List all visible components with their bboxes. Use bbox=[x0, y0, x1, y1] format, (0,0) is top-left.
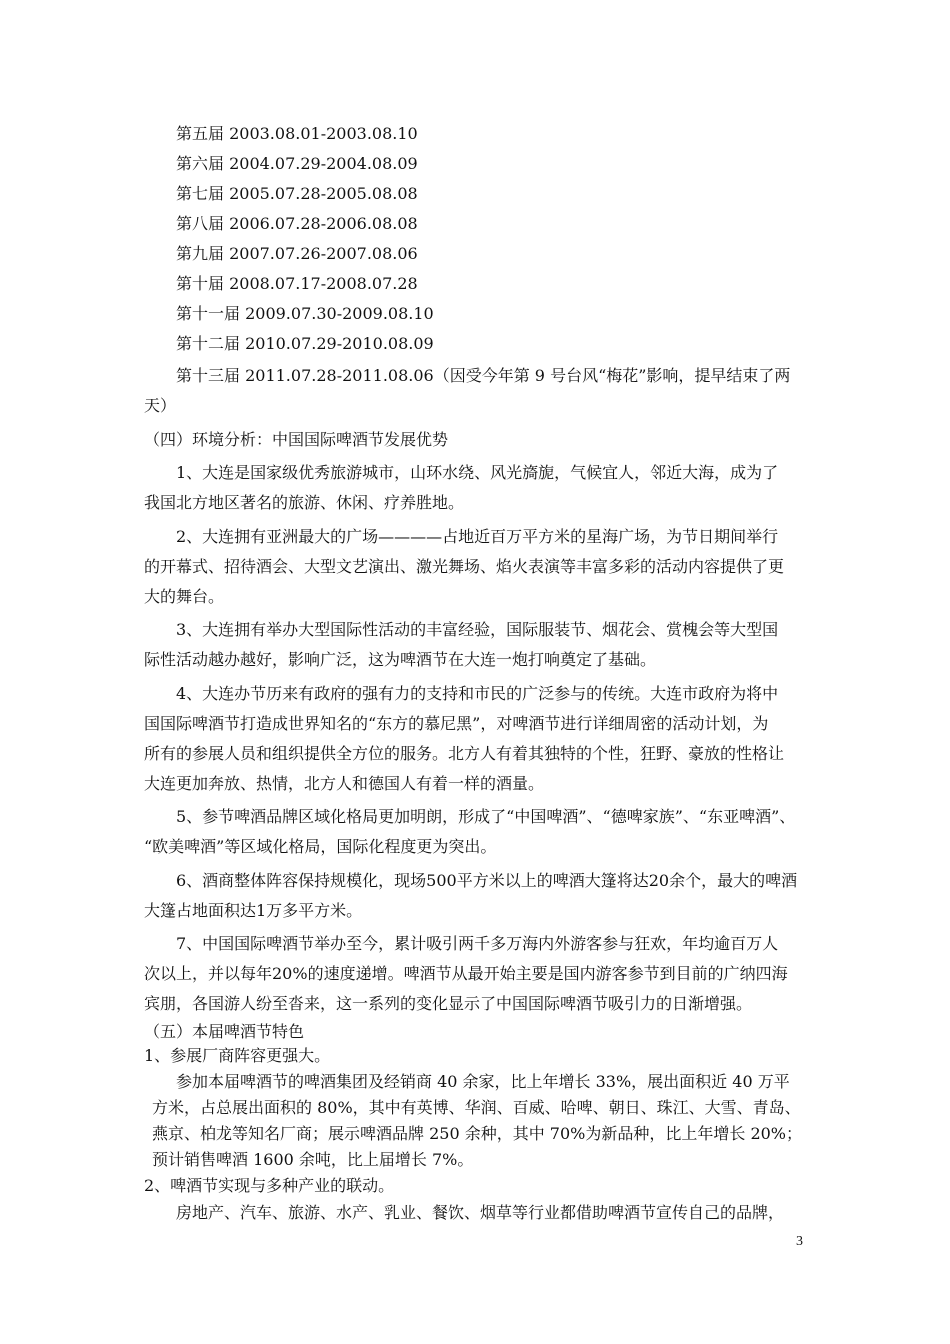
paragraph-line: 国国际啤酒节打造成世界知名的“东方的慕尼黑”，对啤酒节进行详细周密的活动计划，为 bbox=[144, 714, 769, 733]
paragraph-line: 大篷占地面积达1万多平方米。 bbox=[144, 901, 363, 920]
edition-line: 第八届 2006.07.28-2006.08.08 bbox=[176, 214, 418, 233]
paragraph-line: 参加本届啤酒节的啤酒集团及经销商 40 余家，比上年增长 33%，展出面积近 40 万平 bbox=[176, 1072, 790, 1091]
edition-line: 第六届 2004.07.29-2004.08.09 bbox=[176, 154, 418, 173]
paragraph-line: “欧美啤酒”等区域化格局，国际化程度更为突出。 bbox=[144, 837, 497, 856]
edition-line: 第九届 2007.07.26-2007.08.06 bbox=[176, 244, 418, 263]
paragraph-line: 4、大连办节历来有政府的强有力的支持和市民的广泛参与的传统。大连市政府为将中 bbox=[176, 684, 779, 703]
edition-line: 第七届 2005.07.28-2005.08.08 bbox=[176, 184, 418, 203]
paragraph-line: 1、大连是国家级优秀旅游城市，山环水绕、风光旖旎，气候宜人，邻近大海，成为了 bbox=[176, 463, 779, 482]
edition-line: 第十二届 2010.07.29-2010.08.09 bbox=[176, 334, 434, 353]
paragraph-line: 的开幕式、招待酒会、大型文艺演出、激光舞场、焰火表演等丰富多彩的活动内容提供了更 bbox=[144, 557, 785, 576]
paragraph-line: 方米，占总展出面积的 80%，其中有英博、华润、百威、哈啤、朝日、珠江、大雪、青岛、 bbox=[152, 1098, 801, 1117]
section-heading: （四）环境分析：中国国际啤酒节发展优势 bbox=[144, 430, 449, 449]
paragraph-line: 宾朋，各国游人纷至沓来，这一系列的变化显示了中国国际啤酒节吸引力的日渐增强。 bbox=[144, 994, 753, 1013]
paragraph-line: 大的舞台。 bbox=[144, 587, 225, 606]
paragraph-line: 大连更加奔放、热情，北方人和德国人有着一样的酒量。 bbox=[144, 774, 545, 793]
list-item-heading: 2、啤酒节实现与多种产业的联动。 bbox=[144, 1176, 395, 1195]
paragraph-line: 我国北方地区著名的旅游、休闲、疗养胜地。 bbox=[144, 493, 465, 512]
edition-line: 第五届 2003.08.01-2003.08.10 bbox=[176, 124, 418, 143]
edition-line: 第十届 2008.07.17-2008.07.28 bbox=[176, 274, 418, 293]
paragraph-line: 7、中国国际啤酒节举办至今，累计吸引两千多万海内外游客参与狂欢，年均逾百万人 bbox=[176, 934, 779, 953]
paragraph-line: 际性活动越办越好，影响广泛，这为啤酒节在大连一炮打响奠定了基础。 bbox=[144, 650, 657, 669]
edition-line: 第十三届 2011.07.28-2011.08.06（因受今年第 9 号台风“梅花”影响，提早结束了两 bbox=[176, 366, 791, 385]
edition-line-cont: 天） bbox=[144, 396, 177, 415]
paragraph-line: 燕京、柏龙等知名厂商；展示啤酒品牌 250 余种，其中 70%为新品种，比上年增长 20%； bbox=[152, 1124, 803, 1143]
paragraph-line: 房地产、汽车、旅游、水产、乳业、餐饮、烟草等行业都借助啤酒节宣传自己的品牌， bbox=[176, 1203, 785, 1222]
edition-line: 第十一届 2009.07.30-2009.08.10 bbox=[176, 304, 434, 323]
page-number: 3 bbox=[796, 1234, 803, 1249]
paragraph-line: 所有的参展人员和组织提供全方位的服务。北方人有着其独特的个性，狂野、豪放的性格让 bbox=[144, 744, 785, 763]
paragraph-line: 2、大连拥有亚洲最大的广场————占地近百万平方米的星海广场，为节日期间举行 bbox=[176, 527, 779, 546]
paragraph-line: 5、参节啤酒品牌区域化格局更加明朗，形成了“中国啤酒”、“德啤家族”、“东亚啤酒”、 bbox=[176, 807, 796, 826]
section-heading: （五）本届啤酒节特色 bbox=[144, 1022, 305, 1041]
paragraph-line: 预计销售啤酒 1600 余吨，比上届增长 7%。 bbox=[152, 1150, 474, 1169]
list-item-heading: 1、参展厂商阵容更强大。 bbox=[144, 1046, 331, 1065]
paragraph-line: 3、大连拥有举办大型国际性活动的丰富经验，国际服装节、烟花会、赏槐会等大型国 bbox=[176, 620, 779, 639]
paragraph-line: 6、酒商整体阵容保持规模化，现场500平方米以上的啤酒大篷将达20余个，最大的啤酒 bbox=[176, 871, 798, 890]
paragraph-line: 次以上，并以每年20%的速度递增。啤酒节从最开始主要是国内游客参节到目前的广纳四海 bbox=[144, 964, 788, 983]
